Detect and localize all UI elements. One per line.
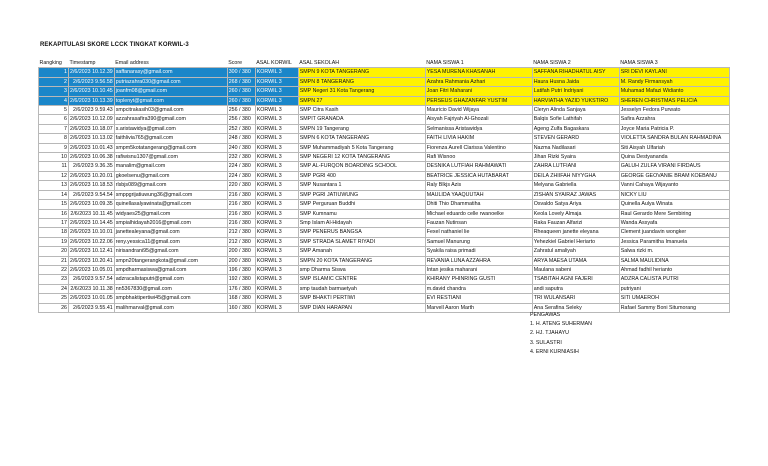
score-cell[interactable]: 224 / 380 xyxy=(227,171,255,180)
column-header[interactable]: Rangking xyxy=(39,59,69,68)
student3-cell[interactable]: Clement juandavin wongker xyxy=(619,228,729,237)
column-header[interactable]: NAMA SISWA 1 xyxy=(425,59,532,68)
school-cell[interactable]: SMP PENERUS BANGSA xyxy=(298,228,425,237)
student3-cell[interactable]: Quinella Aulya Winata xyxy=(619,200,729,209)
korwil-cell[interactable]: KORWIL 3 xyxy=(255,87,298,96)
email-cell[interactable]: nirisandrani95@gmail.com xyxy=(114,247,227,256)
school-cell[interactable]: SMP BHAKTI PERTIWI xyxy=(298,294,425,303)
student2-cell[interactable]: Maulana sabeni xyxy=(532,265,619,274)
column-header[interactable]: NAMA SISWA 2 xyxy=(532,59,619,68)
email-cell[interactable]: joanfm08@gmail.com xyxy=(114,87,227,96)
table-row[interactable] xyxy=(39,247,730,256)
rank-cell[interactable]: 5 xyxy=(39,106,69,115)
student1-cell[interactable]: PERSEUS GHAZANFAR YUSTIM xyxy=(425,96,532,105)
student2-cell[interactable]: Osvaldo Satya Ariya xyxy=(532,200,619,209)
student3-cell[interactable]: Jessica Paramitha Imanuela xyxy=(619,237,729,246)
student1-cell[interactable]: Raly Blkjs Azis xyxy=(425,181,532,190)
korwil-cell[interactable]: KORWIL 3 xyxy=(255,68,298,77)
score-cell[interactable]: 256 / 380 xyxy=(227,115,255,124)
score-cell[interactable]: 260 / 380 xyxy=(227,87,255,96)
school-cell[interactable]: SMP STRADA SLAMET RIYADI xyxy=(298,237,425,246)
school-cell[interactable]: smp Dharma Siswa xyxy=(298,265,425,274)
student3-cell[interactable]: GEORGE GEOVANIE BRAM KOEBANU xyxy=(619,171,729,180)
table-row[interactable] xyxy=(39,68,730,77)
student3-cell[interactable]: GALUH ZULFA VIRANI FIRDAUS xyxy=(619,162,729,171)
timestamp-cell[interactable]: 2/6/2023 10.10.01 xyxy=(70,229,113,236)
korwil-cell[interactable]: KORWIL 3 xyxy=(255,153,298,162)
school-cell[interactable]: SMP PGRI JATIUWUNG xyxy=(298,190,425,199)
rank-cell[interactable]: 15 xyxy=(39,200,69,209)
student3-cell[interactable]: SALMA MAULIDINA xyxy=(619,256,729,265)
school-cell[interactable]: SMP Amanah xyxy=(298,247,425,256)
student1-cell[interactable]: Rafi Wisnoo xyxy=(425,153,532,162)
table-row[interactable] xyxy=(39,303,730,312)
school-cell[interactable]: SMP AL-FURQON BOARDING SCHOOL xyxy=(298,162,425,171)
student3-cell[interactable]: SHEREN CHRISTMAS PELICIA xyxy=(619,96,729,105)
timestamp-cell[interactable]: 2/6/2023 10.09.35 xyxy=(70,201,113,208)
rank-cell[interactable]: 23 xyxy=(39,275,69,284)
score-cell[interactable]: 268 / 380 xyxy=(227,77,255,86)
email-cell[interactable]: smpdharmasiswa@gmail.com xyxy=(114,265,227,274)
student3-cell[interactable]: putriyani xyxy=(619,284,729,293)
student1-cell[interactable]: FAITH LIVIA HAKIM xyxy=(425,134,532,143)
score-cell[interactable]: 176 / 380 xyxy=(227,284,255,293)
column-header[interactable]: Timestamp xyxy=(69,59,115,68)
score-cell[interactable]: 240 / 380 xyxy=(227,143,255,152)
email-cell[interactable]: smpialhidayah2016@gmail.com xyxy=(114,218,227,227)
student3-cell[interactable]: ADZRA CALISTA PUTRI xyxy=(619,275,729,284)
school-cell[interactable]: SMPN 27 xyxy=(298,96,425,105)
score-cell[interactable]: 200 / 380 xyxy=(227,247,255,256)
email-cell[interactable]: azzahrasafira390@gmail.com xyxy=(114,115,227,124)
timestamp-cell[interactable]: 2/6/2023 9.59.43 xyxy=(69,106,115,115)
student3-cell[interactable]: Raul Gerardo Mere Sembiring xyxy=(619,209,729,218)
rank-cell[interactable]: 12 xyxy=(39,171,69,180)
timestamp-cell[interactable]: 2/6/2023 9.54.54 xyxy=(69,190,115,199)
korwil-cell[interactable]: KORWIL 3 xyxy=(255,115,298,124)
table-header-row xyxy=(39,59,730,68)
student2-cell[interactable]: Ana Serafina Seleky xyxy=(532,303,619,312)
table-row[interactable] xyxy=(39,265,730,274)
student3-cell[interactable]: Safira Azzahra xyxy=(619,115,729,124)
student1-cell[interactable]: Mauricio David Wijaya xyxy=(425,106,532,115)
school-cell[interactable]: SMP ISLAMIC CENTRE xyxy=(298,275,425,284)
rank-cell[interactable]: 26 xyxy=(39,303,69,312)
student2-cell[interactable]: DEILA ZHIIFAH NIYYGHA xyxy=(532,171,619,180)
korwil-cell[interactable]: KORWIL 3 xyxy=(255,181,298,190)
student2-cell[interactable]: ZAHRA LUTFIANI xyxy=(532,162,619,171)
table-row[interactable] xyxy=(39,153,730,162)
student3-cell[interactable]: Vanni Cahaya Wijayanto xyxy=(619,181,729,190)
school-cell[interactable]: SMP DIAN HARAPAN xyxy=(298,303,425,312)
email-cell[interactable]: adzracalistaputri@gmail.com xyxy=(114,275,227,284)
table-row[interactable] xyxy=(39,190,730,199)
student2-cell[interactable]: andi saputra xyxy=(532,284,619,293)
timestamp-cell[interactable]: 2/6/2023 10.12.09 xyxy=(70,116,113,123)
table-row[interactable] xyxy=(39,134,730,143)
student2-cell[interactable]: HARVIATHA YAZID YUKSTIRO xyxy=(532,96,619,105)
table-row[interactable] xyxy=(39,162,730,171)
school-cell[interactable]: SMPN 9 KOTA TANGERANG xyxy=(298,68,425,77)
score-table xyxy=(38,59,730,313)
student2-cell[interactable]: Melyana Gabriella xyxy=(532,181,619,190)
column-header[interactable]: NAMA SISWA 3 xyxy=(619,59,729,68)
student2-cell[interactable]: Haura Husna Jaida xyxy=(532,77,619,86)
timestamp-cell[interactable]: 2/6/2023 9.36.35 xyxy=(69,162,115,171)
student1-cell[interactable]: Fiorenza Aurell Clarissa Valentino xyxy=(425,143,532,152)
table-row[interactable] xyxy=(39,96,730,105)
timestamp-cell[interactable]: 2/6/2023 9.55.41 xyxy=(69,303,115,312)
timestamp-cell[interactable]: 2/6/2023 10.01.05 xyxy=(70,295,113,302)
student1-cell[interactable]: m.david chandra xyxy=(425,284,532,293)
rank-cell[interactable]: 11 xyxy=(39,162,69,171)
timestamp-cell[interactable]: 2/6/2023 10.14.45 xyxy=(70,219,113,226)
student2-cell[interactable]: Cleryn Alinda Sanjaya xyxy=(532,106,619,115)
score-cell[interactable]: 224 / 380 xyxy=(227,162,255,171)
student3-cell[interactable]: Joyce Maria Patricia P. xyxy=(619,124,729,133)
korwil-cell[interactable]: KORWIL 3 xyxy=(255,265,298,274)
timestamp-cell[interactable]: 2/6/2023 10.12.41 xyxy=(70,248,113,255)
student3-cell[interactable]: Jesselyn Fedora Purwato xyxy=(619,106,729,115)
email-cell[interactable]: reny.yessica11@gmail.com xyxy=(114,237,227,246)
email-cell[interactable]: smpm5kotatangerang@gmail.com xyxy=(114,143,227,152)
korwil-cell[interactable]: KORWIL 3 xyxy=(255,237,298,246)
rank-cell[interactable]: 6 xyxy=(39,115,69,124)
rank-cell[interactable]: 10 xyxy=(39,153,69,162)
pengawas-label: PENGAWAS xyxy=(530,312,561,318)
table-row[interactable] xyxy=(39,275,730,284)
student3-cell[interactable]: SITI UMAEROH xyxy=(619,294,729,303)
student2-cell[interactable]: TRI WULANSARI xyxy=(532,294,619,303)
score-cell[interactable]: 216 / 380 xyxy=(227,209,255,218)
student3-cell[interactable]: VIOLETTA SANDRA BULAN RAHMADINA xyxy=(619,134,729,143)
school-cell[interactable]: Smp Islam Al-Hidayah xyxy=(298,218,425,227)
score-cell[interactable]: 232 / 380 xyxy=(227,153,255,162)
student1-cell[interactable]: YESA MURENA KHASANAH xyxy=(425,68,532,77)
school-cell[interactable]: SMP Muhammadiyah 5 Kota Tangerang xyxy=(298,143,425,152)
student1-cell[interactable]: EVI RESTIANI xyxy=(425,294,532,303)
timestamp-cell[interactable]: 2/6/2023 10.06.38 xyxy=(70,154,113,161)
score-cell[interactable]: 212 / 380 xyxy=(227,228,255,237)
table-row[interactable] xyxy=(39,171,730,180)
score-cell[interactable]: 300 / 380 xyxy=(227,68,255,77)
student3-cell[interactable]: SRI DEVI KAYLANI xyxy=(619,68,729,77)
school-cell[interactable]: SMP Kumnamu xyxy=(298,209,425,218)
sheet-title: REKAPITULASI SKORE LCCK TINGKAT KORWIL-3 xyxy=(40,42,189,48)
student3-cell[interactable]: Muhamad Mafazi Widianto xyxy=(619,87,729,96)
rank-cell[interactable]: 2 xyxy=(39,77,69,86)
email-cell[interactable]: smpbhaktipertiwi45@gmail.com xyxy=(114,294,227,303)
timestamp-cell[interactable]: 2/6/2023 10.20.41 xyxy=(70,257,113,264)
korwil-cell[interactable]: KORWIL 3 xyxy=(255,200,298,209)
rank-cell[interactable]: 18 xyxy=(39,228,69,237)
score-cell[interactable]: 196 / 380 xyxy=(227,265,255,274)
timestamp-cell[interactable]: 2/6/2023 10.13.39 xyxy=(70,97,113,104)
korwil-cell[interactable]: KORWIL 3 xyxy=(255,190,298,199)
student2-cell[interactable]: Rheaqueen janette eleyana xyxy=(532,228,619,237)
pengawas-item: 1. H. ATENG SUHERMAN xyxy=(530,321,593,328)
table-row[interactable] xyxy=(39,87,730,96)
school-cell[interactable]: SMPN 6 KOTA TANGERANG xyxy=(298,134,425,143)
student1-cell[interactable]: Intan jesika maharani xyxy=(425,265,532,274)
korwil-cell[interactable]: KORWIL 3 xyxy=(255,256,298,265)
timestamp-cell[interactable]: 2/6/2023 10.18.53 xyxy=(70,182,113,189)
korwil-cell[interactable]: KORWIL 3 xyxy=(255,171,298,180)
korwil-cell[interactable]: KORWIL 3 xyxy=(255,77,298,86)
table-row[interactable] xyxy=(39,256,730,265)
student2-cell[interactable]: Nazma Nadilasari xyxy=(532,143,619,152)
column-header[interactable]: Email address xyxy=(114,59,227,68)
rank-cell[interactable]: 20 xyxy=(39,247,69,256)
rank-cell[interactable]: 13 xyxy=(39,181,69,190)
score-cell[interactable]: 200 / 380 xyxy=(227,256,255,265)
email-cell[interactable]: s.aristawidya@gmail.com xyxy=(114,124,227,133)
timestamp-cell[interactable]: 2/6/2023 10.11.45 xyxy=(70,210,113,217)
email-cell[interactable]: manalim@gmail.com xyxy=(114,162,227,171)
school-cell[interactable]: SMP PGRI 400 xyxy=(298,171,425,180)
student1-cell[interactable]: Aisyah Fajriyah Al-Ghozali xyxy=(425,115,532,124)
korwil-cell[interactable]: KORWIL 3 xyxy=(255,134,298,143)
student3-cell[interactable]: NICKY LIU xyxy=(619,190,729,199)
table-row[interactable] xyxy=(39,284,730,293)
score-cell[interactable]: 160 / 380 xyxy=(227,303,255,312)
student2-cell[interactable]: Jihan Rizki Syaira xyxy=(532,153,619,162)
email-cell[interactable]: widyaes25@gmail.com xyxy=(114,209,227,218)
student1-cell[interactable]: Fauzan Nutinsan xyxy=(425,218,532,227)
school-cell[interactable]: SMPN 8 TANGERANG xyxy=(298,77,425,86)
student3-cell[interactable]: Quina Destyananda xyxy=(619,153,729,162)
score-cell[interactable]: 260 / 380 xyxy=(227,96,255,105)
rank-cell[interactable]: 14 xyxy=(39,190,69,199)
score-cell[interactable]: 220 / 380 xyxy=(227,181,255,190)
timestamp-cell[interactable]: 2/6/2023 10.22.06 xyxy=(70,238,113,245)
student1-cell[interactable]: Fexel nathaniel lie xyxy=(425,228,532,237)
student3-cell[interactable]: Wanda Assyafa xyxy=(619,218,729,227)
student1-cell[interactable]: Syakila raisa primadi xyxy=(425,247,532,256)
student1-cell[interactable]: Azahra Rahmania Azhari xyxy=(425,77,532,86)
rank-cell[interactable]: 21 xyxy=(39,256,69,265)
rank-cell[interactable]: 22 xyxy=(39,265,69,274)
rank-cell[interactable]: 1 xyxy=(39,68,69,77)
student1-cell[interactable]: Marvell Aaron Marth xyxy=(425,303,532,312)
student2-cell[interactable]: Raka Fauzan Alfarizi xyxy=(532,218,619,227)
score-cell[interactable]: 248 / 380 xyxy=(227,134,255,143)
email-cell[interactable]: putriazahra030@gmail.com xyxy=(114,77,227,86)
score-cell[interactable]: 216 / 380 xyxy=(227,190,255,199)
timestamp-cell[interactable]: 2/6/2023 10.11.38 xyxy=(70,285,113,292)
school-cell[interactable]: SMPIT GRANADA xyxy=(298,115,425,124)
student2-cell[interactable]: Yehezkiel Gabriel Heriarto xyxy=(532,237,619,246)
table-row[interactable] xyxy=(39,143,730,152)
table-row[interactable] xyxy=(39,228,730,237)
korwil-cell[interactable]: KORWIL 3 xyxy=(255,284,298,293)
student1-cell[interactable]: Dhiti Thio Dhammatiha xyxy=(425,200,532,209)
table-row[interactable] xyxy=(39,294,730,303)
email-cell[interactable]: smpn20tangerangkota@gmail.com xyxy=(114,256,227,265)
rank-cell[interactable]: 25 xyxy=(39,294,69,303)
student3-cell[interactable]: Salwa rizki m. xyxy=(619,247,729,256)
school-cell[interactable]: SMP Citra Kasih xyxy=(298,106,425,115)
korwil-cell[interactable]: KORWIL 3 xyxy=(255,228,298,237)
student2-cell[interactable]: STEVEN GERARD xyxy=(532,134,619,143)
column-header[interactable]: Score xyxy=(227,59,255,68)
column-header[interactable]: ASAL KORWIL xyxy=(255,59,298,68)
student1-cell[interactable]: KHIRANY PHINRING GUSTI xyxy=(425,275,532,284)
student2-cell[interactable]: Ageng Zulfa Bagaskara xyxy=(532,124,619,133)
school-cell[interactable]: SMP Nusantara 1 xyxy=(298,181,425,190)
rank-cell[interactable]: 4 xyxy=(39,96,69,105)
score-cell[interactable]: 256 / 380 xyxy=(227,106,255,115)
korwil-cell[interactable]: KORWIL 3 xyxy=(255,294,298,303)
student3-cell[interactable]: Rafael Sammy Boni Situmorang xyxy=(619,303,729,312)
school-cell[interactable]: smp taudah barmaetyah xyxy=(298,284,425,293)
table-row[interactable] xyxy=(39,124,730,133)
student2-cell[interactable]: Zahratul amaliyah xyxy=(532,247,619,256)
korwil-cell[interactable]: KORWIL 3 xyxy=(255,143,298,152)
table-row[interactable] xyxy=(39,77,730,86)
student1-cell[interactable]: REVANIA LUNA AZZAHRA xyxy=(425,256,532,265)
rank-cell[interactable]: 9 xyxy=(39,143,69,152)
timestamp-cell[interactable]: 2/6/2023 10.10.45 xyxy=(70,88,113,95)
korwil-cell[interactable]: KORWIL 3 xyxy=(255,218,298,227)
school-cell[interactable]: SMPN 20 KOTA TANGERANG xyxy=(298,256,425,265)
table-row[interactable] xyxy=(39,200,730,209)
email-cell[interactable]: quinellasalyawinata@gmail.com xyxy=(114,200,227,209)
korwil-cell[interactable]: KORWIL 3 xyxy=(255,106,298,115)
email-cell[interactable]: toplenyt@gmail.com xyxy=(114,96,227,105)
student3-cell[interactable]: Siti Aisyah Ulfariah xyxy=(619,143,729,152)
korwil-cell[interactable]: KORWIL 3 xyxy=(255,96,298,105)
timestamp-cell[interactable]: 2/6/2023 9.57.54 xyxy=(69,275,115,284)
table-row[interactable] xyxy=(39,209,730,218)
email-cell[interactable]: smppgrijatiuwung36@gmail.com xyxy=(114,190,227,199)
student1-cell[interactable]: Selmanissa Aristawidya xyxy=(425,124,532,133)
timestamp-cell[interactable]: 2/6/2023 10.12.39 xyxy=(70,69,113,76)
korwil-cell[interactable]: KORWIL 3 xyxy=(255,209,298,218)
korwil-cell[interactable]: KORWIL 3 xyxy=(255,124,298,133)
pengawas-item: 4. ERNI KURNIASIH xyxy=(530,348,579,355)
student1-cell[interactable]: BEATRICE JESSICA HUTABARAT xyxy=(425,171,532,180)
student1-cell[interactable]: MAULIDA YAAQUUTAH xyxy=(425,190,532,199)
student1-cell[interactable]: DESNIKA LUTFIAH RAHMAWATI xyxy=(425,162,532,171)
student2-cell[interactable]: Balqis Sofie Lathifah xyxy=(532,115,619,124)
rank-cell[interactable]: 3 xyxy=(39,87,69,96)
table-row[interactable] xyxy=(39,218,730,227)
student1-cell[interactable]: Joan Fitri Maharani xyxy=(425,87,532,96)
student2-cell[interactable]: ZISHAN SYAIRAZ JAWAS xyxy=(532,190,619,199)
student2-cell[interactable]: SAFFANA RIHADHATUL AISY xyxy=(532,68,619,77)
student1-cell[interactable]: Samuel Manurung xyxy=(425,237,532,246)
score-cell[interactable]: 216 / 380 xyxy=(227,218,255,227)
email-cell[interactable]: smpcitrakasih03@gmail.com xyxy=(114,106,227,115)
student3-cell[interactable]: Ahmad fadhil herianto xyxy=(619,265,729,274)
rank-cell[interactable]: 17 xyxy=(39,218,69,227)
timestamp-cell[interactable]: 2/6/2023 10.20.01 xyxy=(70,172,113,179)
email-cell[interactable]: faithlivia765@gmail.com xyxy=(114,134,227,143)
student2-cell[interactable]: ARYA MAESA UTAMA xyxy=(532,256,619,265)
pengawas-block xyxy=(530,311,592,357)
email-cell[interactable]: rafiwisnu1307@gmail.com xyxy=(114,153,227,162)
email-cell[interactable]: gkoelsenu@gmail.com xyxy=(114,171,227,180)
timestamp-cell[interactable]: 2/6/2023 10.18.07 xyxy=(70,125,113,132)
student2-cell[interactable]: TSABITAH AGNI FAJERI xyxy=(532,275,619,284)
korwil-cell[interactable]: KORWIL 3 xyxy=(255,162,298,171)
student2-cell[interactable]: Latifah Putri Indriyani xyxy=(532,87,619,96)
korwil-cell[interactable]: KORWIL 3 xyxy=(255,275,298,284)
timestamp-cell[interactable]: 2/6/2023 10.13.02 xyxy=(70,135,113,142)
school-cell[interactable]: SMP Negeri 31 Kota Tangerang xyxy=(298,87,425,96)
pengawas-item: 3. SULASTRI xyxy=(530,339,562,346)
student2-cell[interactable]: Keola Lovely Almaja xyxy=(532,209,619,218)
rank-cell[interactable]: 16 xyxy=(39,209,69,218)
rank-cell[interactable]: 24 xyxy=(39,284,69,293)
score-cell[interactable]: 212 / 380 xyxy=(227,237,255,246)
school-cell[interactable]: SMPN 19 Tangerang xyxy=(298,124,425,133)
table-row[interactable] xyxy=(39,115,730,124)
table-row[interactable] xyxy=(39,181,730,190)
table-row[interactable] xyxy=(39,106,730,115)
pengawas-item: 2. HJ. TJAHAYU xyxy=(530,330,569,337)
email-cell[interactable]: nn5367830@gmail.com xyxy=(114,284,227,293)
student3-cell[interactable]: M. Randy Firmansyah xyxy=(619,77,729,86)
rank-cell[interactable]: 19 xyxy=(39,237,69,246)
rank-cell[interactable]: 8 xyxy=(39,134,69,143)
score-cell[interactable]: 192 / 380 xyxy=(227,275,255,284)
korwil-cell[interactable]: KORWIL 3 xyxy=(255,247,298,256)
column-header[interactable]: ASAL SEKOLAH xyxy=(298,59,425,68)
school-cell[interactable]: SMP Perguruan Buddhi xyxy=(298,200,425,209)
table-row[interactable] xyxy=(39,237,730,246)
korwil-cell[interactable]: KORWIL 3 xyxy=(255,303,298,312)
score-cell[interactable]: 168 / 380 xyxy=(227,294,255,303)
email-cell[interactable]: saffanarasy@gmail.com xyxy=(114,68,227,77)
score-cell[interactable]: 252 / 380 xyxy=(227,124,255,133)
email-cell[interactable]: malihmarval@gmail.com xyxy=(114,303,227,312)
school-cell[interactable]: SMP NEGERI 12 KOTA TANGERANG xyxy=(298,153,425,162)
student1-cell[interactable]: Michael eduardo celle rwanoelke xyxy=(425,209,532,218)
rank-cell[interactable]: 7 xyxy=(39,124,69,133)
score-cell[interactable]: 216 / 380 xyxy=(227,200,255,209)
timestamp-cell[interactable]: 2/6/2023 10.05.01 xyxy=(70,266,113,273)
email-cell[interactable]: rlsbjs089@gmail.com xyxy=(114,181,227,190)
timestamp-cell[interactable]: 2/6/2023 9.56.58 xyxy=(69,77,115,86)
email-cell[interactable]: janettealeyana@gmail.com xyxy=(114,228,227,237)
timestamp-cell[interactable]: 2/6/2023 10.01.43 xyxy=(70,144,113,151)
